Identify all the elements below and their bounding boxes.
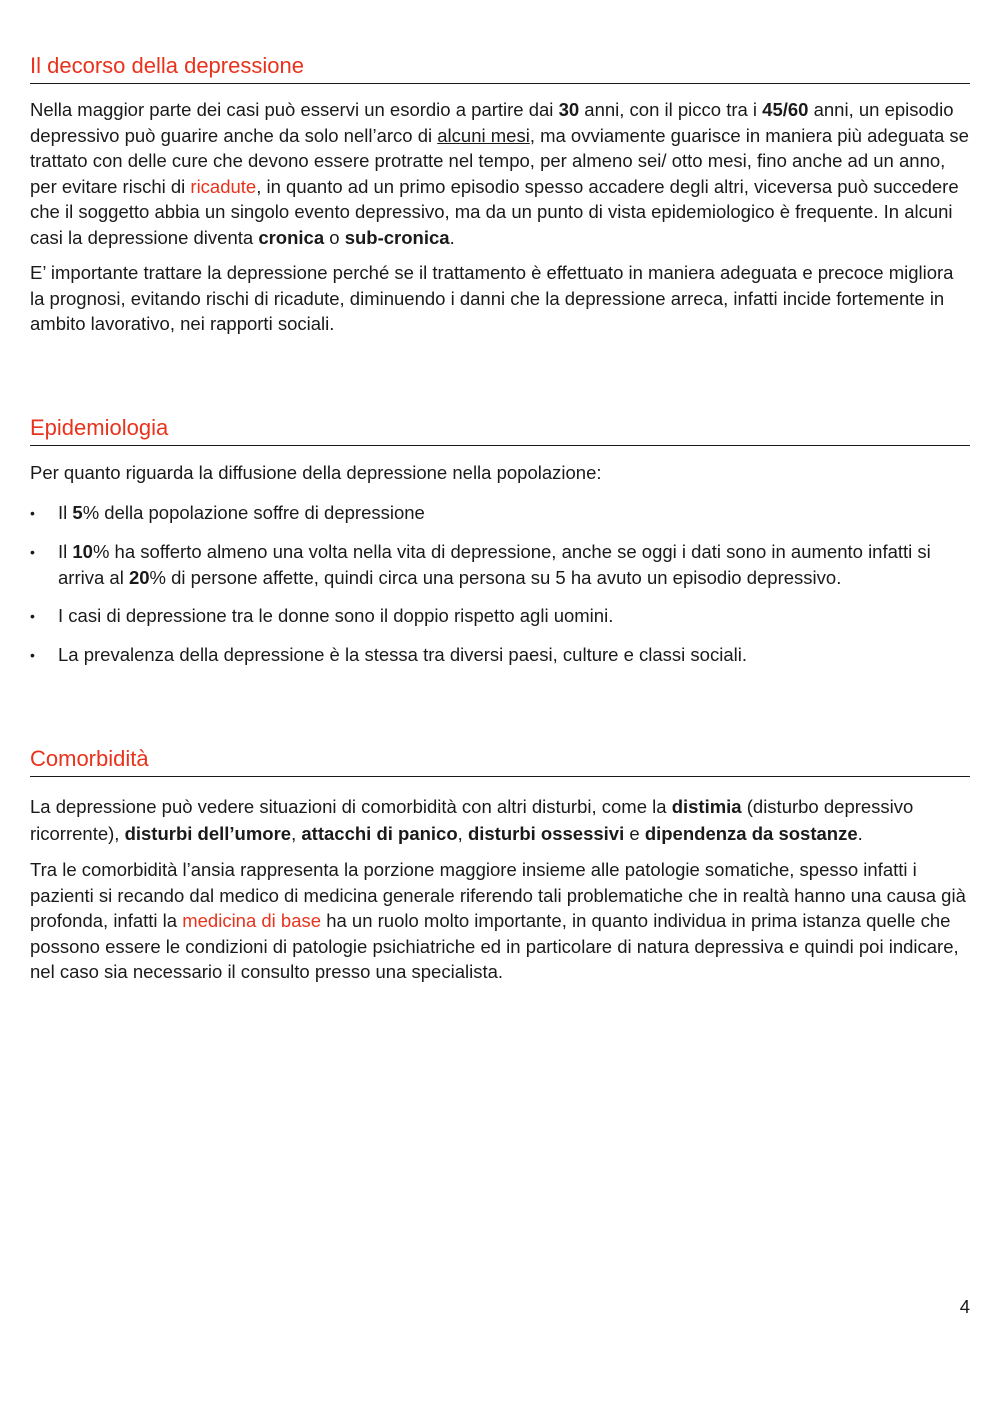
paragraph [30,260,970,337]
section-epidemiologia [30,414,970,668]
text-run: Tra le comorbidità l’ansia rappresenta la porzione maggiore insieme alle patologie somatiche, spesso infatti i pazienti si recando dal medico di medicina generale riferendo tali problematiche che in realtà hanno una causa già profonda, infatti la [30,859,966,931]
list-item [30,539,970,591]
text-run: . [449,226,455,248]
text-run: . [857,823,863,844]
paragraph [30,97,970,250]
text-run: anni, con il picco tra i [579,99,763,120]
paragraph [30,857,970,985]
bullet-icon: • [30,543,35,560]
bold-text: distimia [671,796,742,817]
bold-text: 5 [72,501,83,523]
section-title: Comorbidità [30,745,970,777]
list-item-text [58,644,747,665]
text-run: La prevalenza della depressione è la stessa tra diversi paesi, culture e classi sociali. [58,643,747,665]
bold-text: attacchi di panico [301,823,458,844]
paragraph: Per quanto riguarda la diffusione della depressione nella popolazione: [30,462,602,483]
list-item [30,603,970,629]
text-run: e [624,823,645,844]
list-item-text [58,502,425,523]
text-run: , [291,823,302,844]
highlighted-text: ricadute [190,175,257,197]
text-run: La depressione può vedere situazioni di comorbidità con altri disturbi, come la [30,796,672,817]
text-run: % di persone affette, quindi circa una persona su 5 ha avuto un episodio depressivo. [149,566,842,588]
bullet-list [30,500,970,668]
bold-text: sub-cronica [344,226,450,248]
text-run: o [324,226,345,248]
page-number: 4 [959,1296,970,1317]
list-item [30,500,970,526]
bold-text: dipendenza da sostanze [644,823,858,844]
bullet-icon: • [30,504,35,521]
text-run: anni, un episodio depressivo può guarire anche da solo nell’arco di [30,99,954,146]
list-item-text [58,541,931,588]
bold-text: cronica [258,226,325,248]
text-run: % della popolazione soffre di depressione [82,501,425,523]
bold-text: 10 [72,540,93,562]
text-run: , ma ovviamente guarisce in maniera più adeguata se trattato con delle cure che devono essere protratte nel tempo, per almeno sei/ otto mesi, fino anche ad un anno, per evitare rischi di [30,124,969,197]
text-run: E’ importante trattare la depressione perché se il trattamento è effettuato in maniera adeguata e precoce migliora la prognosi, evitando rischi di ricadute, diminuendo i danni che la depressione arreca, infatti incide fortemente in ambito lavorativo, nei rapporti sociali. [30,262,954,334]
paragraph [30,793,970,847]
section-title: Il decorso della depressione [30,52,970,84]
text-run: (disturbo depressivo ricorrente), [30,796,914,844]
text-run: , [457,823,468,844]
bold-text: 45/60 [762,99,809,120]
section-decorso [30,52,970,337]
text-run: I casi di depressione tra le donne sono il doppio rispetto agli uomini. [58,604,614,626]
text-run: Nella maggior parte dei casi può esservi un esordio a partire dai [30,99,559,120]
text-run: Il [58,540,73,562]
bullet-icon: • [30,646,35,663]
bold-text: 20 [128,566,150,588]
underlined-text: alcuni mesi [437,124,530,146]
bold-text: disturbi dell’umore [124,823,292,844]
text-run: Il [58,501,73,523]
text-run: , in quanto ad un primo episodio spesso accadere degli altri, viceversa può succedere che il soggetto abbia un singolo evento depressivo, ma da un punto di vista epidemiologico è frequente. In alcuni casi la depressione diventa [30,175,959,248]
text-run: ha un ruolo molto importante, in quanto individua in prima istanza quelle che possono essere le condizioni di patologie psichiatriche ed in particolare di natura depressiva e quindi poi indicare, nel caso sia necessario il consulto presso una specialista. [30,910,959,982]
bold-text: disturbi ossessivi [467,823,625,844]
text-run: % ha sofferto almeno una volta nella vita di depressione, anche se oggi i dati sono in aumento infatti si arriva al [58,540,931,588]
bold-text: 30 [558,99,580,120]
bullet-icon: • [30,607,35,624]
list-item-text [58,605,613,626]
section-title: Epidemiologia [30,414,970,446]
highlighted-text: medicina di base [182,910,322,931]
list-item [30,642,970,668]
section-comorbidita [30,745,970,985]
